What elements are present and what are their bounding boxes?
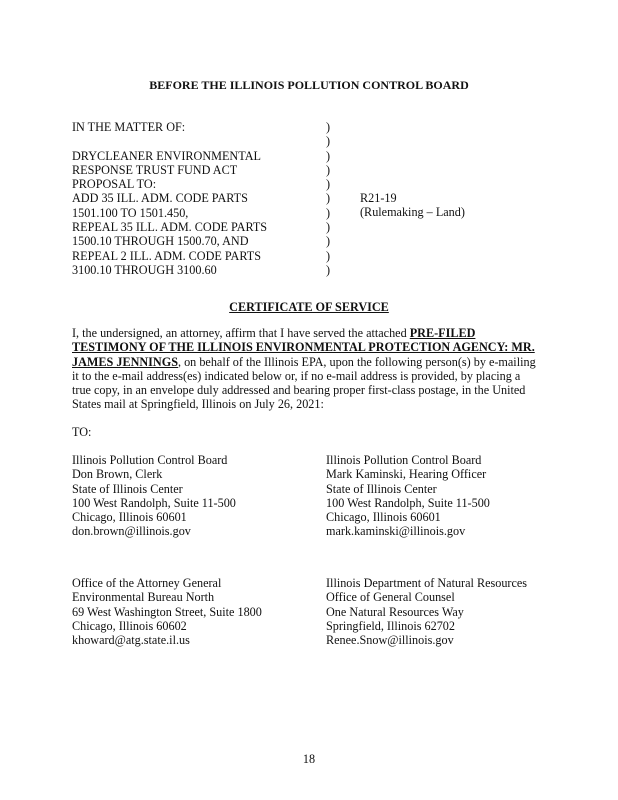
caption-parentheses	[326, 120, 330, 277]
page-number: 18	[302, 752, 316, 766]
address-line: Chicago, Illinois 60602	[72, 618, 187, 633]
paren: )	[326, 162, 331, 177]
caption-line: 1501.100 TO 1501.450,	[72, 205, 189, 220]
address-email: don.brown@illinois.gov	[72, 524, 191, 539]
address-block	[326, 453, 490, 539]
caption-line: 3100.10 THROUGH 3100.60	[72, 262, 217, 277]
address-line: One Natural Resources Way	[326, 604, 464, 619]
caption-line: 1500.10 THROUGH 1500.70, AND	[72, 234, 249, 249]
paren: )	[326, 234, 331, 249]
address-line: 69 West Washington Street, Suite 1800	[72, 604, 262, 619]
paren: )	[326, 148, 331, 163]
paren: )	[326, 191, 331, 206]
docket-type: (Rulemaking – Land)	[360, 205, 465, 220]
certificate-intro: I, the undersigned, an attorney, affirm that I have served the attached	[72, 326, 410, 340]
paren: )	[326, 248, 331, 263]
caption-line: REPEAL 35 ILL. ADM. CODE PARTS	[72, 220, 268, 235]
address-line: Don Brown, Clerk	[72, 467, 163, 482]
address-line: Springfield, Illinois 62702	[326, 618, 455, 633]
address-block	[72, 576, 262, 647]
address-line: Illinois Department of Natural Resources	[326, 576, 528, 590]
docket-number: R21-19	[360, 191, 397, 205]
caption-line: ADD 35 ILL. ADM. CODE PARTS	[72, 191, 248, 206]
address-line: State of Illinois Center	[72, 481, 183, 496]
address-line: 100 West Randolph, Suite 11-500	[72, 495, 236, 510]
certificate-title: CERTIFICATE OF SERVICE	[229, 300, 389, 314]
certificate-body	[72, 326, 542, 412]
address-line: Chicago, Illinois 60601	[72, 510, 187, 525]
address-email: Renee.Snow@illinois.gov	[326, 633, 454, 648]
caption-line: REPEAL 2 ILL. ADM. CODE PARTS	[72, 248, 261, 263]
address-line: Office of the Attorney General	[72, 576, 222, 590]
paren: )	[326, 220, 331, 235]
address-line: 100 West Randolph, Suite 11-500	[326, 495, 490, 510]
address-line: Environmental Bureau North	[72, 590, 215, 605]
paren: )	[326, 262, 331, 277]
caption-line	[72, 134, 267, 148]
caption-line: IN THE MATTER OF:	[72, 120, 186, 134]
to-label: TO:	[72, 425, 92, 439]
paren: )	[326, 134, 331, 149]
address-line: Illinois Pollution Control Board	[326, 453, 482, 467]
address-email: khoward@atg.state.il.us	[72, 633, 190, 648]
paren: )	[326, 177, 331, 192]
address-line: Office of General Counsel	[326, 590, 455, 605]
caption-line: DRYCLEANER ENVIRONMENTAL	[72, 148, 261, 163]
paren: )	[326, 205, 331, 220]
address-block	[326, 576, 527, 647]
paren: )	[326, 120, 331, 134]
address-line: Chicago, Illinois 60601	[326, 510, 441, 525]
certificate-rest: , on behalf of the Illinois EPA, upon the following person(s) by e-mailing it to the e-mail address(es) indicated below or, if no e-mail address is provided, by placing a true copy, in an envelope duly addressed and bearing proper first-class postage, in the United States mail at Springfield, Illinois on July 26, 2021:	[72, 354, 536, 412]
address-line: Illinois Pollution Control Board	[72, 453, 228, 467]
document-title: BEFORE THE ILLINOIS POLLUTION CONTROL BOARD	[149, 78, 469, 92]
address-email: mark.kaminski@illinois.gov	[326, 524, 466, 539]
caption-line: PROPOSAL TO:	[72, 177, 157, 192]
address-line: State of Illinois Center	[326, 481, 437, 496]
case-caption	[72, 120, 267, 277]
docket-info	[360, 191, 465, 220]
address-line: Mark Kaminski, Hearing Officer	[326, 467, 487, 482]
address-block	[72, 453, 236, 539]
served-document-title: PRE-FILED TESTIMONY OF THE ILLINOIS ENVIRONMENTAL PROTECTION AGENCY: MR. JAMES JENNINGS	[72, 326, 535, 369]
caption-line: RESPONSE TRUST FUND ACT	[72, 162, 238, 177]
